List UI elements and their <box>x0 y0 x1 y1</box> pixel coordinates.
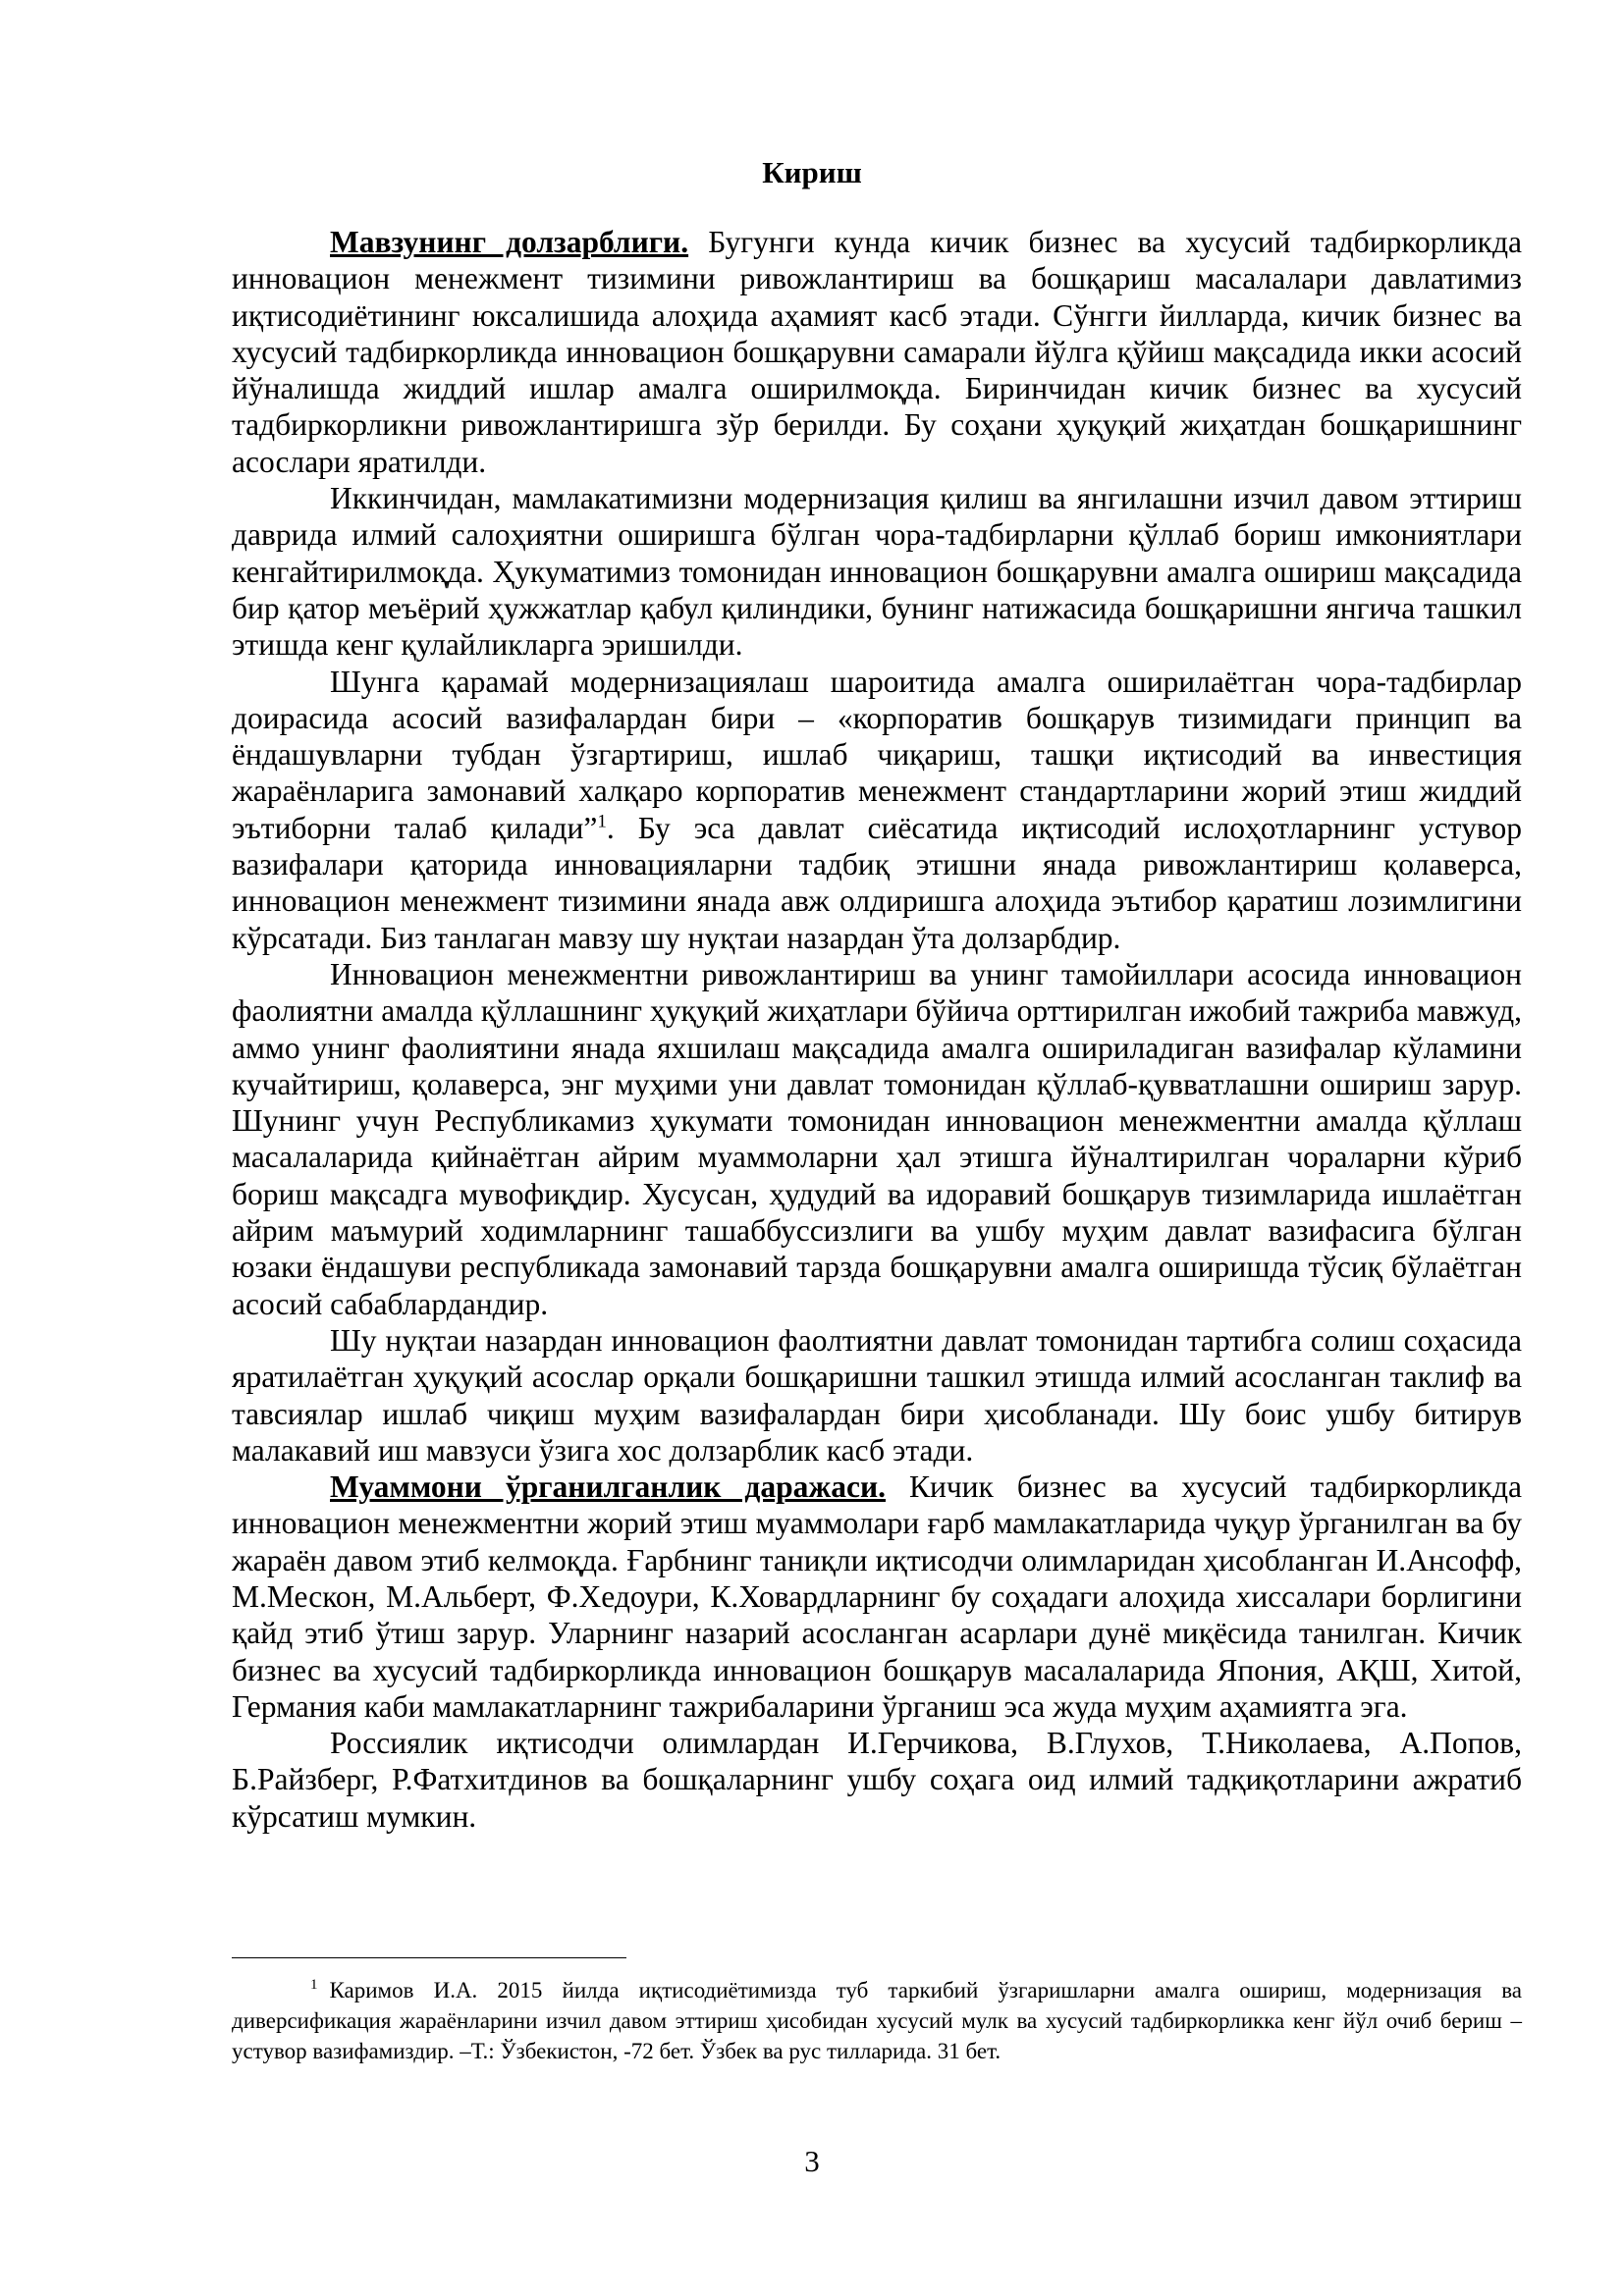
footnote-reference[interactable]: 1 <box>597 811 607 832</box>
paragraph-text-continued: . Бу эса давлат сиёсатида иқтисодий ислоҳотларнинг устувор вазифалари қаторида инновацияларни тадбиқ этишни янада ривожлантириш қолаверса, инновацион менежмент тизимини янада авж олдиришга алоҳида эътибор қаратиш лозимлигини кўрсатади. Биз танлаган мавзу шу нуқтаи назардан ўта долзарбдир. <box>232 810 1522 955</box>
paragraph-text: Инновацион менежментни ривожлантириш ва унинг тамойиллари асосида инновацион фаолиятни амалда қўллашнинг ҳуқуқий жиҳатлари бўйича орттирилган ижобий тажриба мавжуд, аммо унинг фаолиятини янада яхшилаш мақсадида амалга ошириладиган вазифалар кўламини кучайтириш, қолаверса, энг муҳими уни давлат томонидан қўллаб-қувватлашни ошириш зарур. Шунинг учун Республикамиз ҳукумати томонидан инновацион менежментни амалда қўллаш масалаларида қийнаётган айрим муаммоларни ҳал этишга йўналтирилган чораларни кўриб бориш мақсадга мувофиқдир. Хусусан, ҳудудий ва идоравий бошқарув тизимларида ишлаётган айрим маъмурий ходимларнинг ташаббуссизлиги ва ушбу муҳим давлат вазифасига бўлган юзаки ёндашуви республикада замонавий тарзда бошқарувни амалга оширишда тўсиқ бўлаётган асосий сабаблардандир. <box>232 956 1522 1321</box>
section-heading-relevance: Мавзунинг долзарблиги. <box>330 225 689 259</box>
page-title: Кириш <box>762 155 862 189</box>
footnote <box>232 1975 1522 2066</box>
footnote-text: Каримов И.А. 2015 йилда иқтисодиётимизда туб таркибий ўзгаришларни амалга ошириш, модернизация ва диверсификация жараёнларини изчил давом эттириш ҳисобидан хусусий мулк ва хусусий тадбиркорликка кенг йўл очиб бериш – устувор вазифамиздир. –Т.: Ўзбекистон, -72 бет. Ўзбек ва рус тилларида. 31 бет. <box>232 1978 1522 2063</box>
section-heading-study-level: Муаммони ўрганилганлик даражаси. <box>330 1469 886 1505</box>
paragraph-second <box>232 480 1522 663</box>
paragraph-study-level <box>232 1468 1522 1725</box>
paragraph-text: Бугунги кунда кичик бизнес ва хусусий тадбиркорликда инновацион менежмент тизимини ривожлантириш ва бошқариш масалалари давлатимиз иқтисодиётининг юксалишида алоҳида аҳамият касб этади. Сўнгги йилларда, кичик бизнес ва хусусий тадбиркорликда инновацион бошқарувни самарали йўлга қўйиш мақсадида икки асосий йўналишда жиддий ишлар амалга оширилмоқда. Биринчидан кичик бизнес ва хусусий тадбиркорликни ривожлантиришга зўр берилди. Бу соҳани ҳуқуқий жиҳатдан бошқаришнинг асослари яратилди. <box>232 225 1522 479</box>
page-number: 3 <box>804 2144 820 2178</box>
document-body <box>232 224 1522 1835</box>
paragraph-text: Шунга қарамай модернизациялаш шароитида амалга оширилаётган чора-тадбирлар доирасида асосий вазифалардан бири – «корпоратив бошқарув тизимидаги принцип ва ёндашувларни тубдан ўзгартириш, ишлаб чиқариш, ташқи иқтисодий ва инвестиция жараёнларига замонавий халқаро корпоратив менежмент стандартларини жорий этиш жиддий эътиборни талаб қилади” <box>232 664 1522 845</box>
paragraph-text: Иккинчидан, мамлакатимизни модернизация қилиш ва янгилашни изчил давом эттириш даврида илмий салоҳиятни оширишга бўлган чора-тадбирларни қўллаб бориш имкониятлари кенгайтирилмоқда. Ҳукуматимиз томонидан инновацион бошқарувни амалга ошириш мақсадида бир қатор меъёрий ҳужжатлар қабул қилиндики, бунинг натижасида бошқаришни янгича ташкил этишда кенг қулайликларга эришилди. <box>232 481 1522 663</box>
footnote-separator <box>232 1957 626 1958</box>
paragraph-innovation-management <box>232 956 1522 1322</box>
footnote-entry <box>232 1975 1522 2066</box>
paragraph-russian-scholars <box>232 1725 1522 1835</box>
paragraph-text: Россиялик иқтисодчи олимлардан И.Герчикова, В.Глухов, Т.Николаева, А.Попов, Б.Райзберг, Р.Фатхитдинов ва бошқаларнинг ушбу соҳага оид илмий тадқиқотларини ажратиб кўрсатиш мумкин. <box>232 1726 1522 1834</box>
paragraph-state-regulation <box>232 1322 1522 1468</box>
footnote-marker: 1 <box>310 1977 318 1994</box>
paragraph-corporate-governance <box>232 664 1522 956</box>
paragraph-text: Кичик бизнес ва хусусий тадбиркорликда инновацион менежментни жорий этиш муаммолари ғарб мамлакатларида чуқур ўрганилган ва бу жараён давом этиб келмоқда. Ғарбнинг таниқли иқтисодчи олимларидан ҳисобланган И.Ансофф, М.Мескон, М.Альберт, Ф.Хедоури, К.Ховардларнинг бу соҳадаги алоҳида хиссалари борлигини қайд этиб ўтиш зарур. Уларнинг назарий асосланган асарлари дунё миқёсида танилган. Кичик бизнес ва хусусий тадбиркорликда инновацион бошқарув масалаларида Япония, АҚШ, Хитой, Германия каби мамлакатларнинг тажрибаларини ўрганиш эса жуда муҳим аҳамиятга эга. <box>232 1469 1522 1724</box>
paragraph-relevance <box>232 224 1522 480</box>
paragraph-text: Шу нуқтаи назардан инновацион фаолтиятни давлат томонидан тартибга солиш соҳасида яратилаётган ҳуқуқий асослар орқали бошқаришни ташкил этишда илмий асосланган таклиф ва тавсиялар ишлаб чиқиш муҳим вазифалардан бири ҳисобланади. Шу боис ушбу битирув малакавий иш мавзуси ўзига хос долзарблик касб этади. <box>232 1322 1522 1468</box>
